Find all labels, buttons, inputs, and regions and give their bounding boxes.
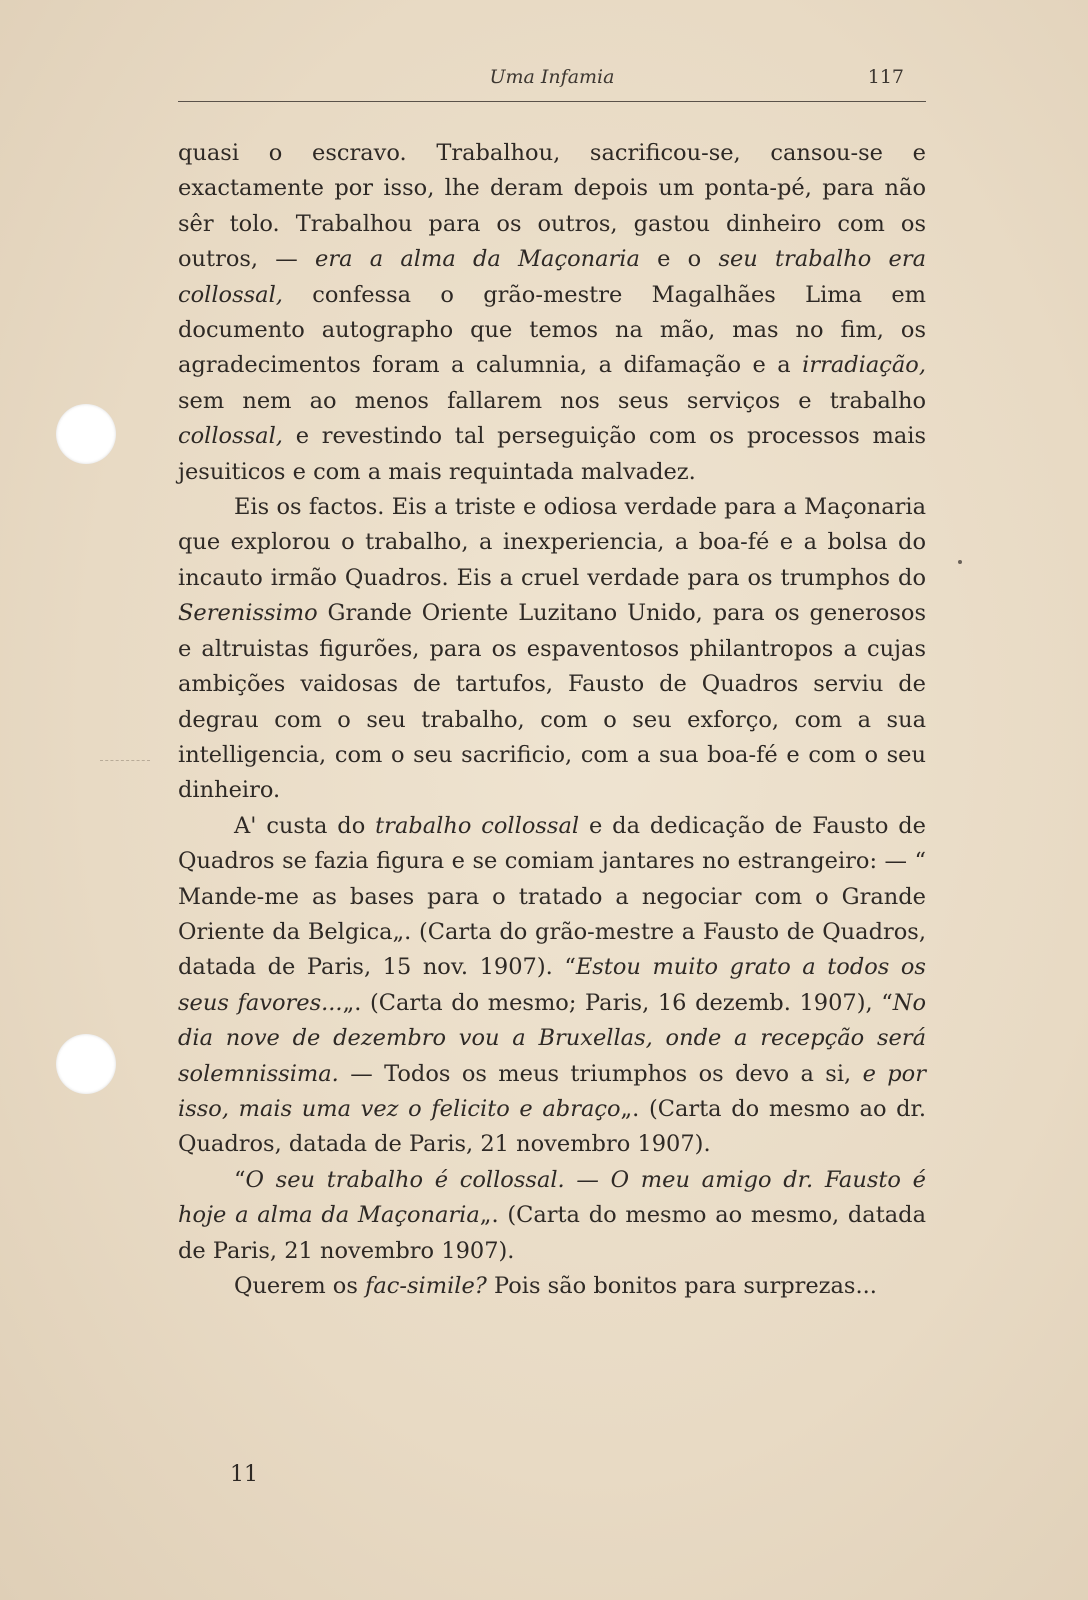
paragraph [178, 1163, 926, 1269]
italic-text: Estou muito grato a todos os seus favores... [178, 954, 926, 1016]
paragraph [178, 136, 926, 490]
paragraph [178, 809, 926, 1163]
body-text [178, 136, 926, 1304]
italic-text: era a alma da Maçonaria [315, 246, 640, 273]
italic-text: irradiação, [802, 352, 926, 379]
italic-text: fac-simile? [365, 1273, 487, 1299]
text-run: e revestindo tal perseguição com os processos mais jesuiticos e com a mais requintada malvadez. [178, 423, 926, 485]
text-run: — Todos os meus triumphos os devo a si, [338, 1060, 863, 1087]
text-run: e o [639, 246, 719, 273]
text-run: „. (Carta do mesmo ao dr. Quadros, datada de Paris, 21 novembro 1907). [178, 1095, 926, 1158]
text-run: Querem os [234, 1273, 366, 1299]
text-run: e da dedicação de Fausto de Quadros se fazia figura e se comiam jantares no estrangeiro: — “ Mande-me as bases para o tratado a negociar com o Grande Oriente da Belgica„. (Carta do grão-mestre a Fausto de Quadros, datada de Paris, 15 nov. 1907). “ [178, 812, 926, 981]
text-run: „. (Carta do mesmo; Paris, 16 dezemb. 1907), “ [342, 989, 893, 1016]
italic-text: O seu trabalho é collossal. — O meu amigo dr. Fausto é hoje a alma da Maçonaria [178, 1166, 926, 1229]
paragraph [178, 490, 926, 809]
binder-hole-bottom [56, 1034, 116, 1094]
paragraph [178, 1269, 926, 1304]
text-run: „. (Carta do mesmo ao mesmo, datada de Paris, 21 novembro 1907). [178, 1202, 926, 1264]
italic-text: No dia nove de dezembro vou a Bruxellas, onde a recepção será solemnissima. [178, 989, 926, 1087]
text-run: Eis os factos. Eis a triste e odiosa verdade para a Maçonaria que explorou o trabalho, a inexperiencia, a boa-fé e a bolsa do incauto irmão Quadros. Eis a cruel verdade para os trumphos do [178, 494, 926, 591]
running-title: Uma Infamia [489, 66, 615, 88]
ink-spot [958, 560, 962, 564]
italic-text: seu trabalho era collossal, [178, 246, 926, 308]
page-number: 117 [867, 66, 904, 88]
gathering-signature: 11 [230, 1462, 258, 1487]
text-run: Grande Oriente Luzitano Unido, para os generosos e altruistas figurões, para os espaventosos philantropos a cujas ambições vaidosas de tartufos, Fausto de Quadros serviu de degrau com o seu trabalho, com o seu exforço, com a sua intelligencia, com o seu sacrificio, com a sua boa-fé e com o seu dinheiro. [178, 600, 926, 804]
text-run: A' custa do [234, 812, 376, 839]
header-rule [178, 101, 926, 102]
text-run: quasi o escravo. Trabalhou, sacrificou-se, cansou-se e exactamente por isso, lhe deram depois um ponta-pé, para não sêr tolo. Trabalhou para os outros, gastou dinheiro com os outros, — [178, 140, 926, 273]
text-run: confessa o grão-mestre Magalhães Lima em documento autographo que temos na mão, mas no fim, os agradecimentos foram a calumnia, a difamação e a [178, 281, 926, 379]
margin-mark [100, 760, 150, 761]
text-run: Pois são bonitos para surprezas... [486, 1273, 877, 1299]
text-run: sem nem ao menos fallarem nos seus serviços e trabalho [178, 387, 926, 414]
italic-text: e por isso, mais uma vez o felicito e abraço [178, 1060, 926, 1122]
italic-text: collossal, [178, 423, 283, 450]
binder-hole-top [56, 404, 116, 464]
text-run: “ [234, 1166, 246, 1193]
italic-text: Serenissimo [178, 600, 318, 627]
italic-text: trabalho collossal [375, 812, 580, 839]
running-header [178, 66, 926, 96]
